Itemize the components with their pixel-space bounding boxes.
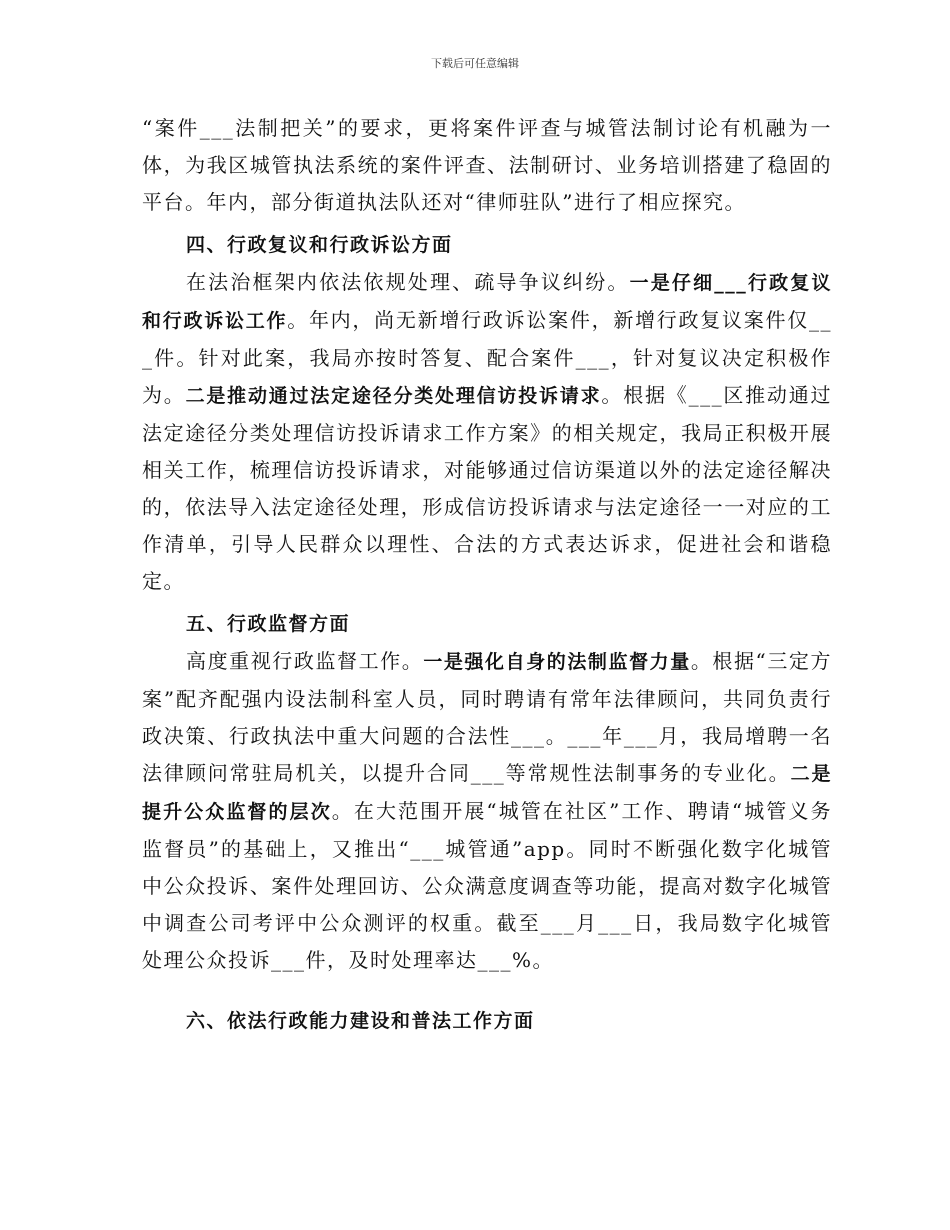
section-5-mid: 。根据“三定方案”配齐配强内设法制科室人员，同时聘请有常年法律顾问，共同负责行政决策、行政执法中重大问题的合法性___。___年___月，我局增聘一名法律顾问常驻局机关，以提升合同___等常规性法制事务的专业化。 [142, 649, 832, 785]
section-4-mid: 。年内，尚无新增行政诉讼案件，新增行政复议案件仅___件。针对此案，我局亦按时答复、配合案件___，针对复议决定积极作为。 [142, 308, 832, 407]
section-4-paragraph [142, 264, 832, 600]
section-5-point-2: 二是提升公众监督的层次 [142, 763, 832, 823]
section-heading-4: 四、行政复议和行政诉讼方面 [186, 234, 453, 256]
section-heading-5: 五、行政监督方面 [186, 613, 351, 635]
section-5-tail: 。在大范围开展“城管在社区”工作、聘请“城管义务监督员”的基础上，又推出“___城管通”app。同时不断强化数字化城管中公众投诉、案件处理回访、公众满意度调查等功能，提高对数字化城管中调查公司考评中公众测评的权重。截至___月___日，我局数字化城管处理公众投诉___件，及时处理率达___%。 [142, 799, 832, 972]
header-note: 下载后可任意编辑 [431, 57, 519, 70]
section-4-tail: 。根据《___区推动通过法定途径分类处理信访投诉请求工作方案》的相关规定，我局正积极开展相关工作，梳理信访投诉请求，对能够通过信访渠道以外的法定途径解决的，依法导入法定途径处理，形成信访投诉请求与法定途径一一对应的工作清单，引导人民群众以理性、合法的方式表达诉求，促进社会和谐稳定。 [142, 383, 833, 593]
section-4-point-2: 二是推动通过法定途径分类处理信访投诉请求 [185, 385, 602, 407]
section-4-point-1: 一是仔细___行政复议和行政诉讼工作 [142, 272, 832, 332]
document-body [142, 110, 832, 1040]
continued-paragraph: “案件___法制把关”的要求，更将案件评查与城管法制讨论有机融为一体，为我区城管执法系统的案件评查、法制研讨、业务培训搭建了稳固的平台。年内，部分街道执法队还对“律师驻队”进行了相应探究。 [142, 116, 832, 214]
section-heading-6: 六、依法行政能力建设和普法工作方面 [186, 1010, 535, 1032]
section-4-lead: 在法治框架内依法依规处理、疏导争议纠纷。 [186, 270, 630, 294]
section-5-lead: 高度重视行政监督工作。 [186, 649, 424, 673]
section-5-point-1: 一是强化自身的法制监督力量 [423, 651, 691, 673]
section-5-paragraph [142, 643, 832, 979]
